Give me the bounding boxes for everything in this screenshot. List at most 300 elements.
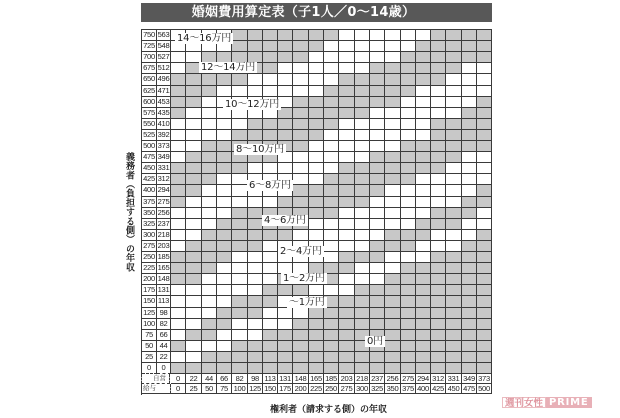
col-value-salary: 500 xyxy=(477,384,492,394)
grid-cell xyxy=(355,97,370,108)
grid-cell xyxy=(309,174,324,185)
grid-cell xyxy=(477,152,492,163)
grid-cell xyxy=(416,208,431,219)
grid-cell xyxy=(263,341,278,352)
grid-cell xyxy=(401,152,416,163)
row-label-self-employed: 44 xyxy=(157,341,171,352)
grid-cell xyxy=(370,97,385,108)
grid-cell xyxy=(186,363,202,374)
grid-cell xyxy=(232,341,248,352)
band-label-10-12: 10～12万円 xyxy=(225,99,280,110)
grid-cell xyxy=(278,52,293,63)
grid-cell xyxy=(416,130,431,141)
grid-cell xyxy=(416,319,431,330)
col-value-salary: 200 xyxy=(293,384,309,394)
col-value-salary: 275 xyxy=(339,384,355,394)
grid-cell xyxy=(462,241,477,252)
grid-cell xyxy=(385,63,401,74)
grid-cell xyxy=(385,86,401,97)
grid-cell xyxy=(324,30,339,41)
grid-cell xyxy=(309,52,324,63)
grid-cell xyxy=(171,130,186,141)
col-label-salary: 給与 xyxy=(142,384,171,394)
grid-cell xyxy=(370,163,385,174)
grid-cell xyxy=(431,285,446,296)
grid-cell xyxy=(309,152,324,163)
grid-cell xyxy=(355,296,370,308)
grid-cell xyxy=(431,219,446,230)
grid-cell xyxy=(293,152,309,163)
grid-cell xyxy=(339,174,355,185)
grid-cell xyxy=(477,97,492,108)
grid-cell xyxy=(355,174,370,185)
grid-cell xyxy=(462,152,477,163)
grid-cell xyxy=(385,30,401,41)
grid-cell xyxy=(477,363,492,374)
grid-cell xyxy=(370,208,385,219)
grid-cell xyxy=(355,230,370,241)
grid-cell xyxy=(202,252,217,263)
grid-cell xyxy=(186,97,202,108)
row-label-salary: 550 xyxy=(142,119,157,130)
grid-cell xyxy=(339,219,355,230)
grid-cell xyxy=(263,363,278,374)
band-label-6-8: 6～8万円 xyxy=(249,180,291,191)
grid-cell xyxy=(446,274,462,285)
grid-cell xyxy=(263,263,278,274)
grid-cell xyxy=(446,363,462,374)
grid-cell xyxy=(217,241,232,252)
grid-cell xyxy=(446,330,462,341)
col-value-self-employed: 148 xyxy=(293,374,309,384)
grid-cell xyxy=(339,163,355,174)
col-value-self-employed: 256 xyxy=(385,374,401,384)
publisher-watermark xyxy=(502,397,592,408)
grid-cell xyxy=(462,263,477,274)
grid-cell xyxy=(263,308,278,319)
band-label-14-16: 14～16万円 xyxy=(177,33,232,44)
grid-cell xyxy=(202,86,217,97)
col-value-self-employed: 312 xyxy=(431,374,446,384)
grid-cell xyxy=(278,308,293,319)
grid-cell xyxy=(278,363,293,374)
grid-cell xyxy=(431,241,446,252)
grid-cell xyxy=(186,174,202,185)
grid-cell xyxy=(248,308,263,319)
grid-cell xyxy=(263,163,278,174)
grid-cell xyxy=(202,130,217,141)
grid-cell xyxy=(339,296,355,308)
row-label-self-employed: 453 xyxy=(157,97,170,106)
row-label-self-employed: 410 xyxy=(157,119,170,128)
grid-cell xyxy=(462,352,477,363)
grid-cell xyxy=(171,330,186,341)
grid-cell xyxy=(416,274,431,285)
grid-cell xyxy=(324,119,339,130)
grid-cell xyxy=(446,119,462,130)
grid-cell xyxy=(186,86,202,97)
grid-cell xyxy=(446,63,462,74)
grid-cell xyxy=(339,230,355,241)
grid-cell xyxy=(232,219,248,230)
grid-cell xyxy=(431,174,446,185)
grid-cell xyxy=(232,119,248,130)
col-value-salary: 350 xyxy=(385,384,401,394)
grid-cell xyxy=(217,308,232,319)
grid-cell xyxy=(355,74,370,86)
grid-cell xyxy=(293,119,309,130)
grid-cell xyxy=(324,41,339,52)
grid-cell xyxy=(446,230,462,241)
grid-cell xyxy=(462,319,477,330)
grid-cell xyxy=(309,86,324,97)
grid-cell xyxy=(248,30,263,41)
grid-cell xyxy=(385,141,401,152)
grid-cell xyxy=(355,352,370,363)
grid-cell xyxy=(446,141,462,152)
grid-cell xyxy=(446,308,462,319)
grid-cell xyxy=(171,296,186,308)
grid-cell xyxy=(401,308,416,319)
grid-cell xyxy=(401,197,416,208)
grid-cell xyxy=(446,208,462,219)
grid-cell xyxy=(248,341,263,352)
grid-cell xyxy=(248,319,263,330)
grid-cell xyxy=(477,319,492,330)
grid-cell xyxy=(462,130,477,141)
grid-cell xyxy=(355,308,370,319)
grid-cell xyxy=(263,241,278,252)
grid-cell xyxy=(293,330,309,341)
grid-cell xyxy=(401,219,416,230)
col-value-salary: 475 xyxy=(462,384,477,394)
grid-cell xyxy=(462,174,477,185)
grid-cell xyxy=(309,219,324,230)
band-label-8-10: 8～10万円 xyxy=(236,144,284,155)
grid-cell xyxy=(217,74,232,86)
grid-cell xyxy=(462,285,477,296)
grid-cell xyxy=(401,208,416,219)
grid-cell xyxy=(232,330,248,341)
grid-cell xyxy=(217,130,232,141)
grid-cell xyxy=(186,141,202,152)
grid-cell xyxy=(446,74,462,86)
grid-cell xyxy=(186,208,202,219)
grid-cell xyxy=(370,363,385,374)
row-label-self-employed: 275 xyxy=(157,197,170,206)
grid-cell xyxy=(171,319,186,330)
grid-cell xyxy=(416,252,431,263)
col-value-self-employed: 113 xyxy=(263,374,278,384)
band-label-2-4: 2～4万円 xyxy=(280,246,322,257)
grid-cell xyxy=(232,263,248,274)
grid-cell xyxy=(462,119,477,130)
grid-cell xyxy=(217,230,232,241)
row-label-salary: 375 xyxy=(142,197,157,208)
row-label-salary: 225 xyxy=(142,263,157,274)
grid-cell xyxy=(186,152,202,163)
grid-cell xyxy=(446,86,462,97)
grid-cell xyxy=(339,241,355,252)
grid-cell xyxy=(171,141,186,152)
grid-cell xyxy=(324,241,339,252)
grid-cell xyxy=(477,252,492,263)
grid-cell xyxy=(309,308,324,319)
grid-cell xyxy=(217,296,232,308)
grid-cell xyxy=(171,263,186,274)
grid-cell xyxy=(446,241,462,252)
grid-cell xyxy=(477,86,492,97)
grid-cell xyxy=(355,30,370,41)
grid-cell xyxy=(217,208,232,219)
grid-cell xyxy=(339,263,355,274)
grid-cell xyxy=(477,241,492,252)
grid-cell xyxy=(171,174,186,185)
grid-cell xyxy=(431,52,446,63)
grid-cell xyxy=(293,97,309,108)
row-label-self-employed: 527 xyxy=(157,52,170,61)
grid-cell xyxy=(431,30,446,41)
grid-cell xyxy=(416,52,431,63)
grid-cell xyxy=(416,141,431,152)
grid-cell xyxy=(370,130,385,141)
grid-cell xyxy=(202,274,217,285)
grid-cell xyxy=(324,219,339,230)
grid-cell xyxy=(401,263,416,274)
grid-cell xyxy=(293,341,309,352)
grid-cell xyxy=(370,230,385,241)
row-label-salary: 450 xyxy=(142,163,157,174)
grid-cell xyxy=(431,230,446,241)
row-label-self-employed: 66 xyxy=(157,330,171,341)
col-value-salary: 450 xyxy=(446,384,462,394)
row-label-salary: 175 xyxy=(142,285,157,296)
grid-cell xyxy=(278,119,293,130)
grid-cell xyxy=(309,185,324,197)
grid-cell xyxy=(171,119,186,130)
grid-cell xyxy=(232,74,248,86)
grid-cell xyxy=(171,185,186,197)
row-label-self-employed: 218 xyxy=(157,230,170,239)
grid-cell xyxy=(171,285,186,296)
grid-cell xyxy=(309,330,324,341)
grid-cell xyxy=(202,352,217,363)
col-value-salary: 0 xyxy=(171,384,186,394)
grid-cell xyxy=(232,252,248,263)
grid-cell xyxy=(355,208,370,219)
grid-cell xyxy=(385,74,401,86)
grid-cell xyxy=(186,330,202,341)
grid-cell xyxy=(202,341,217,352)
col-value-self-employed: 331 xyxy=(446,374,462,384)
grid-cell xyxy=(370,241,385,252)
grid-cell xyxy=(202,319,217,330)
grid-cell xyxy=(462,230,477,241)
grid-cell xyxy=(309,141,324,152)
row-label-salary: 675 xyxy=(142,63,157,74)
grid-cell xyxy=(355,185,370,197)
grid-cell xyxy=(385,352,401,363)
grid-cell xyxy=(324,208,339,219)
grid-cell xyxy=(370,174,385,185)
grid-cell xyxy=(370,141,385,152)
y-axis-label: 義務者（負担する側）の年収 xyxy=(124,152,134,272)
grid-cell xyxy=(339,141,355,152)
grid-cell xyxy=(324,230,339,241)
grid-cell xyxy=(186,230,202,241)
grid-cell xyxy=(171,52,186,63)
grid-cell xyxy=(416,185,431,197)
grid-cell xyxy=(477,130,492,141)
col-value-salary: 25 xyxy=(186,384,202,394)
grid-cell xyxy=(385,219,401,230)
col-value-salary: 150 xyxy=(263,384,278,394)
grid-cell xyxy=(401,274,416,285)
col-value-salary: 375 xyxy=(401,384,416,394)
grid-cell xyxy=(416,285,431,296)
grid-cell xyxy=(431,274,446,285)
row-label-self-employed: 256 xyxy=(157,208,170,217)
grid-cell xyxy=(202,174,217,185)
grid-cell xyxy=(462,108,477,119)
grid-cell xyxy=(339,41,355,52)
grid-cell xyxy=(431,141,446,152)
grid-cell xyxy=(186,263,202,274)
grid-cell xyxy=(232,296,248,308)
grid-cell xyxy=(309,363,324,374)
grid-cell xyxy=(416,97,431,108)
grid-cell xyxy=(202,152,217,163)
grid-cell xyxy=(171,152,186,163)
grid-cell xyxy=(416,241,431,252)
grid-cell xyxy=(477,63,492,74)
grid-cell xyxy=(217,263,232,274)
grid-cell xyxy=(324,252,339,263)
grid-cell xyxy=(446,52,462,63)
row-label-salary: 75 xyxy=(142,330,157,341)
grid-cell xyxy=(462,163,477,174)
grid-cell xyxy=(217,174,232,185)
col-value-self-employed: 185 xyxy=(324,374,339,384)
grid-cell xyxy=(186,285,202,296)
grid-cell xyxy=(171,274,186,285)
grid-cell xyxy=(263,296,278,308)
grid-cell xyxy=(202,285,217,296)
grid-cell xyxy=(217,352,232,363)
grid-cell xyxy=(477,263,492,274)
grid-cell xyxy=(385,252,401,263)
grid-cell xyxy=(202,330,217,341)
grid-cell xyxy=(263,130,278,141)
grid-cell xyxy=(171,197,186,208)
grid-cell xyxy=(232,185,248,197)
grid-cell xyxy=(446,152,462,163)
grid-cell xyxy=(416,41,431,52)
grid-cell xyxy=(232,274,248,285)
grid-cell xyxy=(309,285,324,296)
grid-cell xyxy=(401,52,416,63)
row-label-salary: 700 xyxy=(142,52,157,63)
grid-cell xyxy=(217,330,232,341)
grid-cell xyxy=(339,86,355,97)
row-label-self-employed: 0 xyxy=(157,363,171,374)
grid-cell xyxy=(339,319,355,330)
grid-cell xyxy=(278,163,293,174)
grid-cell xyxy=(248,274,263,285)
grid-cell xyxy=(370,119,385,130)
grid-cell xyxy=(355,197,370,208)
row-label-self-employed: 113 xyxy=(157,296,171,308)
row-label-self-employed: 312 xyxy=(157,174,170,183)
grid-cell xyxy=(293,52,309,63)
grid-cell xyxy=(370,263,385,274)
grid-cell xyxy=(202,197,217,208)
grid-cell xyxy=(355,241,370,252)
grid-cell xyxy=(446,41,462,52)
grid-cell xyxy=(446,108,462,119)
grid-cell xyxy=(477,341,492,352)
grid-cell xyxy=(263,197,278,208)
grid-cell xyxy=(293,130,309,141)
grid-cell xyxy=(355,141,370,152)
row-label-self-employed: 148 xyxy=(157,274,170,283)
col-value-salary: 50 xyxy=(202,384,217,394)
grid-cell xyxy=(232,30,248,41)
grid-cell xyxy=(462,274,477,285)
col-value-salary: 100 xyxy=(232,384,248,394)
grid-cell xyxy=(278,197,293,208)
grid-cell xyxy=(217,341,232,352)
grid-cell xyxy=(171,341,186,352)
grid-cell xyxy=(446,252,462,263)
grid-cell xyxy=(339,63,355,74)
grid-cell xyxy=(339,119,355,130)
grid-cell xyxy=(370,86,385,97)
grid-cell xyxy=(339,330,355,341)
grid-cell xyxy=(355,363,370,374)
grid-cell xyxy=(278,30,293,41)
grid-cell xyxy=(401,130,416,141)
row-label-salary: 625 xyxy=(142,86,157,97)
grid-cell xyxy=(186,197,202,208)
grid-cell xyxy=(309,352,324,363)
row-label-salary: 400 xyxy=(142,185,157,197)
grid-cell xyxy=(186,274,202,285)
grid-cell xyxy=(431,185,446,197)
grid-cell xyxy=(278,41,293,52)
grid-cell xyxy=(309,108,324,119)
col-value-self-employed: 82 xyxy=(232,374,248,384)
grid-cell xyxy=(477,296,492,308)
grid-cell xyxy=(293,285,309,296)
grid-cell xyxy=(431,97,446,108)
band-label-zero: 0円 xyxy=(367,336,383,347)
grid-cell xyxy=(446,97,462,108)
grid-cell xyxy=(248,241,263,252)
row-label-salary: 275 xyxy=(142,241,157,252)
col-value-self-employed: 165 xyxy=(309,374,324,384)
grid-cell xyxy=(446,130,462,141)
grid-cell xyxy=(263,330,278,341)
grid-cell xyxy=(370,74,385,86)
grid-cell xyxy=(446,296,462,308)
grid-cell xyxy=(324,141,339,152)
grid-cell xyxy=(385,185,401,197)
grid-cell xyxy=(416,30,431,41)
grid-cell xyxy=(217,163,232,174)
grid-cell xyxy=(278,130,293,141)
row-label-self-employed: 294 xyxy=(157,185,171,197)
